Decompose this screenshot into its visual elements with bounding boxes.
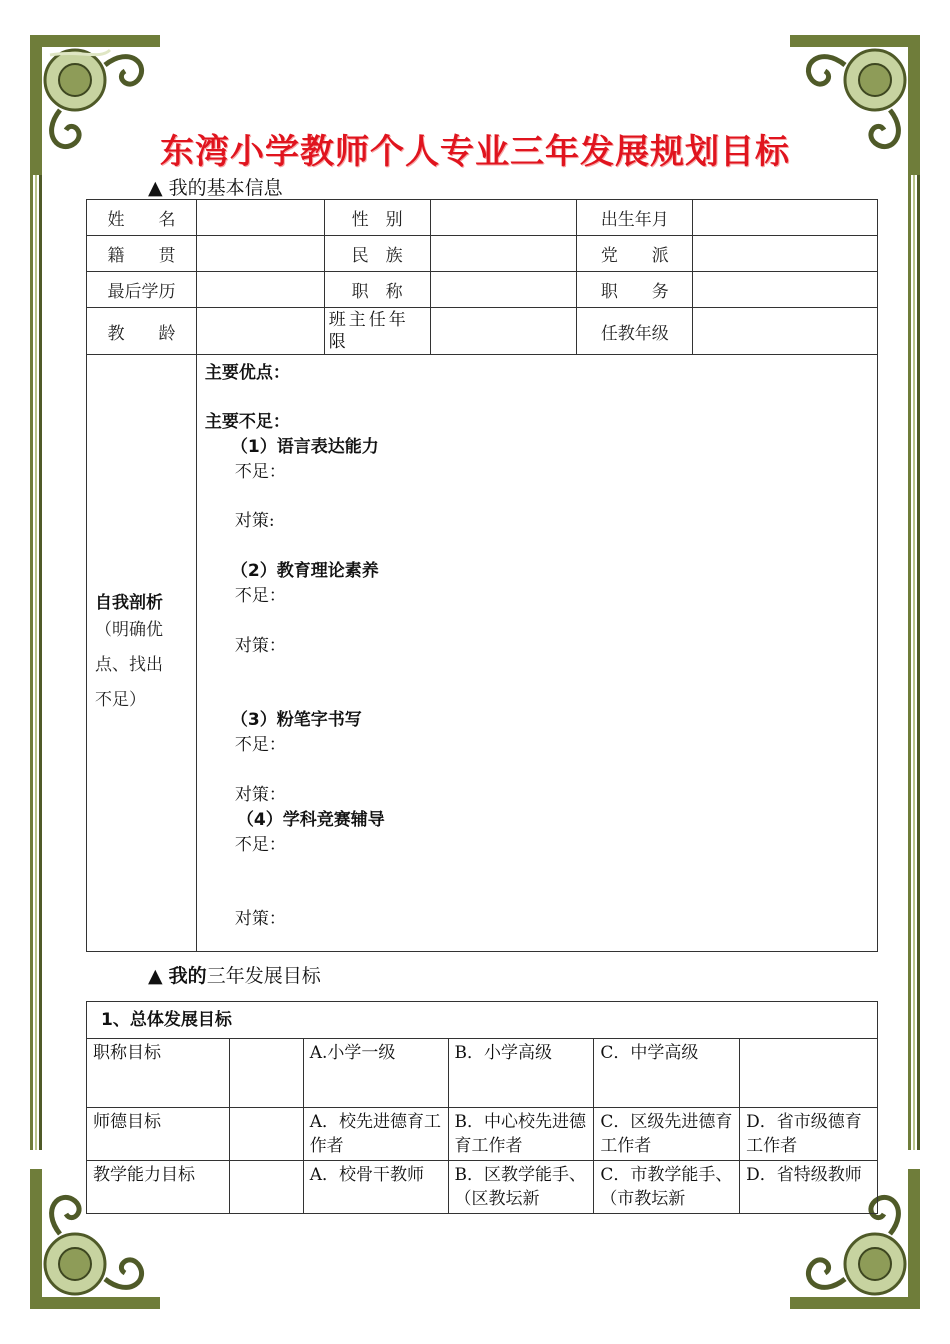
hometown-field[interactable]	[196, 236, 324, 272]
self-analysis-title: 自我剖析	[95, 593, 163, 613]
position-label: 职 务	[577, 272, 693, 308]
hometown-label: 籍 贯	[87, 236, 197, 272]
position-field[interactable]	[693, 272, 878, 308]
title-goal-option-c[interactable]: C．中学高级	[594, 1039, 740, 1108]
ethics-goal-label: 师德目标	[87, 1108, 230, 1161]
table-row	[87, 1002, 878, 1039]
item-1-title: （1）语言表达能力	[230, 437, 379, 457]
title-goal-option-d[interactable]	[740, 1039, 878, 1108]
name-label: 姓 名	[87, 200, 197, 236]
title-field[interactable]	[430, 272, 577, 308]
teaching-goal-option-c[interactable]: C．市教学能手、（市教坛新	[594, 1161, 740, 1214]
item-2-title: （2）教育理论素养	[230, 561, 379, 581]
table-row	[87, 308, 878, 355]
teaching-goal-label: 教学能力目标	[87, 1161, 230, 1214]
ethics-goal-blank[interactable]	[229, 1108, 303, 1161]
self-analysis-note-3: 不足）	[95, 690, 146, 710]
item-2-lack: 不足：	[234, 586, 286, 606]
teaching-goal-option-b[interactable]: B．区教学能手、（区教坛新	[448, 1161, 594, 1214]
overall-goal-heading: 1、总体发展目标	[87, 1002, 878, 1039]
item-4-measure: 对策：	[234, 909, 286, 929]
basic-info-table	[86, 199, 878, 952]
ethnicity-label: 民 族	[324, 236, 430, 272]
item-3-measure: 对策：	[234, 785, 286, 805]
self-analysis-note-2: 点、找出	[95, 655, 163, 675]
strengths-label: 主要优点：	[204, 363, 290, 383]
party-field[interactable]	[693, 236, 878, 272]
name-field[interactable]	[196, 200, 324, 236]
education-field[interactable]	[196, 272, 324, 308]
title-goal-option-a[interactable]: A.小学一级	[303, 1039, 448, 1108]
title-goal-blank[interactable]	[229, 1039, 303, 1108]
goals-table	[86, 1001, 878, 1214]
ethics-goal-option-a[interactable]: A．校先进德育工作者	[303, 1108, 448, 1161]
ethnicity-field[interactable]	[430, 236, 577, 272]
ethics-goal-option-b[interactable]: B．中心校先进德育工作者	[448, 1108, 594, 1161]
teaching-goal-option-a[interactable]: A．校骨干教师	[303, 1161, 448, 1214]
ethics-goal-option-d[interactable]: D．省市级德育工作者	[740, 1108, 878, 1161]
item-4-title: （4）学科竞赛辅导	[236, 810, 385, 830]
item-1-measure: 对策:	[234, 511, 275, 531]
education-label: 最后学历	[87, 272, 197, 308]
title-label: 职 称	[324, 272, 430, 308]
table-row	[87, 200, 878, 236]
self-analysis-row	[87, 355, 878, 952]
birth-date-field[interactable]	[693, 200, 878, 236]
gender-label: 性 别	[324, 200, 430, 236]
section-goals-text: 三年发展目标	[206, 965, 321, 987]
self-analysis-label	[87, 355, 197, 952]
item-3-title: （3）粉笔字书写	[230, 710, 362, 730]
ethics-goal-option-c[interactable]: C．区级先进德育工作者	[594, 1108, 740, 1161]
section-goals-heading	[148, 961, 321, 988]
section-basic-info-heading	[148, 173, 283, 200]
item-1-lack: 不足：	[234, 462, 286, 482]
table-row	[87, 236, 878, 272]
page-title: 东湾小学教师个人专业三年发展规划目标	[160, 132, 790, 172]
title-goal-option-b[interactable]: B．小学高级	[448, 1039, 594, 1108]
self-analysis-content[interactable]	[196, 355, 877, 952]
teaching-years-label: 教 龄	[87, 308, 197, 355]
triangle-marker-icon: ▲	[148, 177, 163, 199]
triangle-marker-icon: ▲	[148, 965, 163, 987]
head-teacher-years-field[interactable]	[430, 308, 577, 355]
item-3-lack: 不足：	[234, 735, 286, 755]
teaching-years-field[interactable]	[196, 308, 324, 355]
birth-date-label: 出生年月	[577, 200, 693, 236]
item-2-measure: 对策：	[234, 636, 286, 656]
weaknesses-label: 主要不足：	[204, 412, 290, 432]
party-label: 党 派	[577, 236, 693, 272]
self-analysis-note-1: （明确优	[95, 620, 163, 640]
teaching-goal-option-d[interactable]: D．省特级教师	[740, 1161, 878, 1214]
head-teacher-years-label: 班主任年限	[324, 308, 430, 355]
table-row	[87, 272, 878, 308]
grade-label: 任教年级	[577, 308, 693, 355]
table-row	[87, 1039, 878, 1108]
item-4-lack: 不足：	[234, 835, 286, 855]
table-row	[87, 1108, 878, 1161]
title-goal-label: 职称目标	[87, 1039, 230, 1108]
table-row	[87, 1161, 878, 1214]
teaching-goal-blank[interactable]	[229, 1161, 303, 1214]
gender-field[interactable]	[430, 200, 577, 236]
section-basic-info-text: 我的基本信息	[168, 177, 283, 199]
grade-field[interactable]	[693, 308, 878, 355]
left-border-bar	[30, 170, 42, 1150]
section-goals-bold: 我的	[168, 965, 207, 987]
right-border-bar	[908, 170, 920, 1150]
